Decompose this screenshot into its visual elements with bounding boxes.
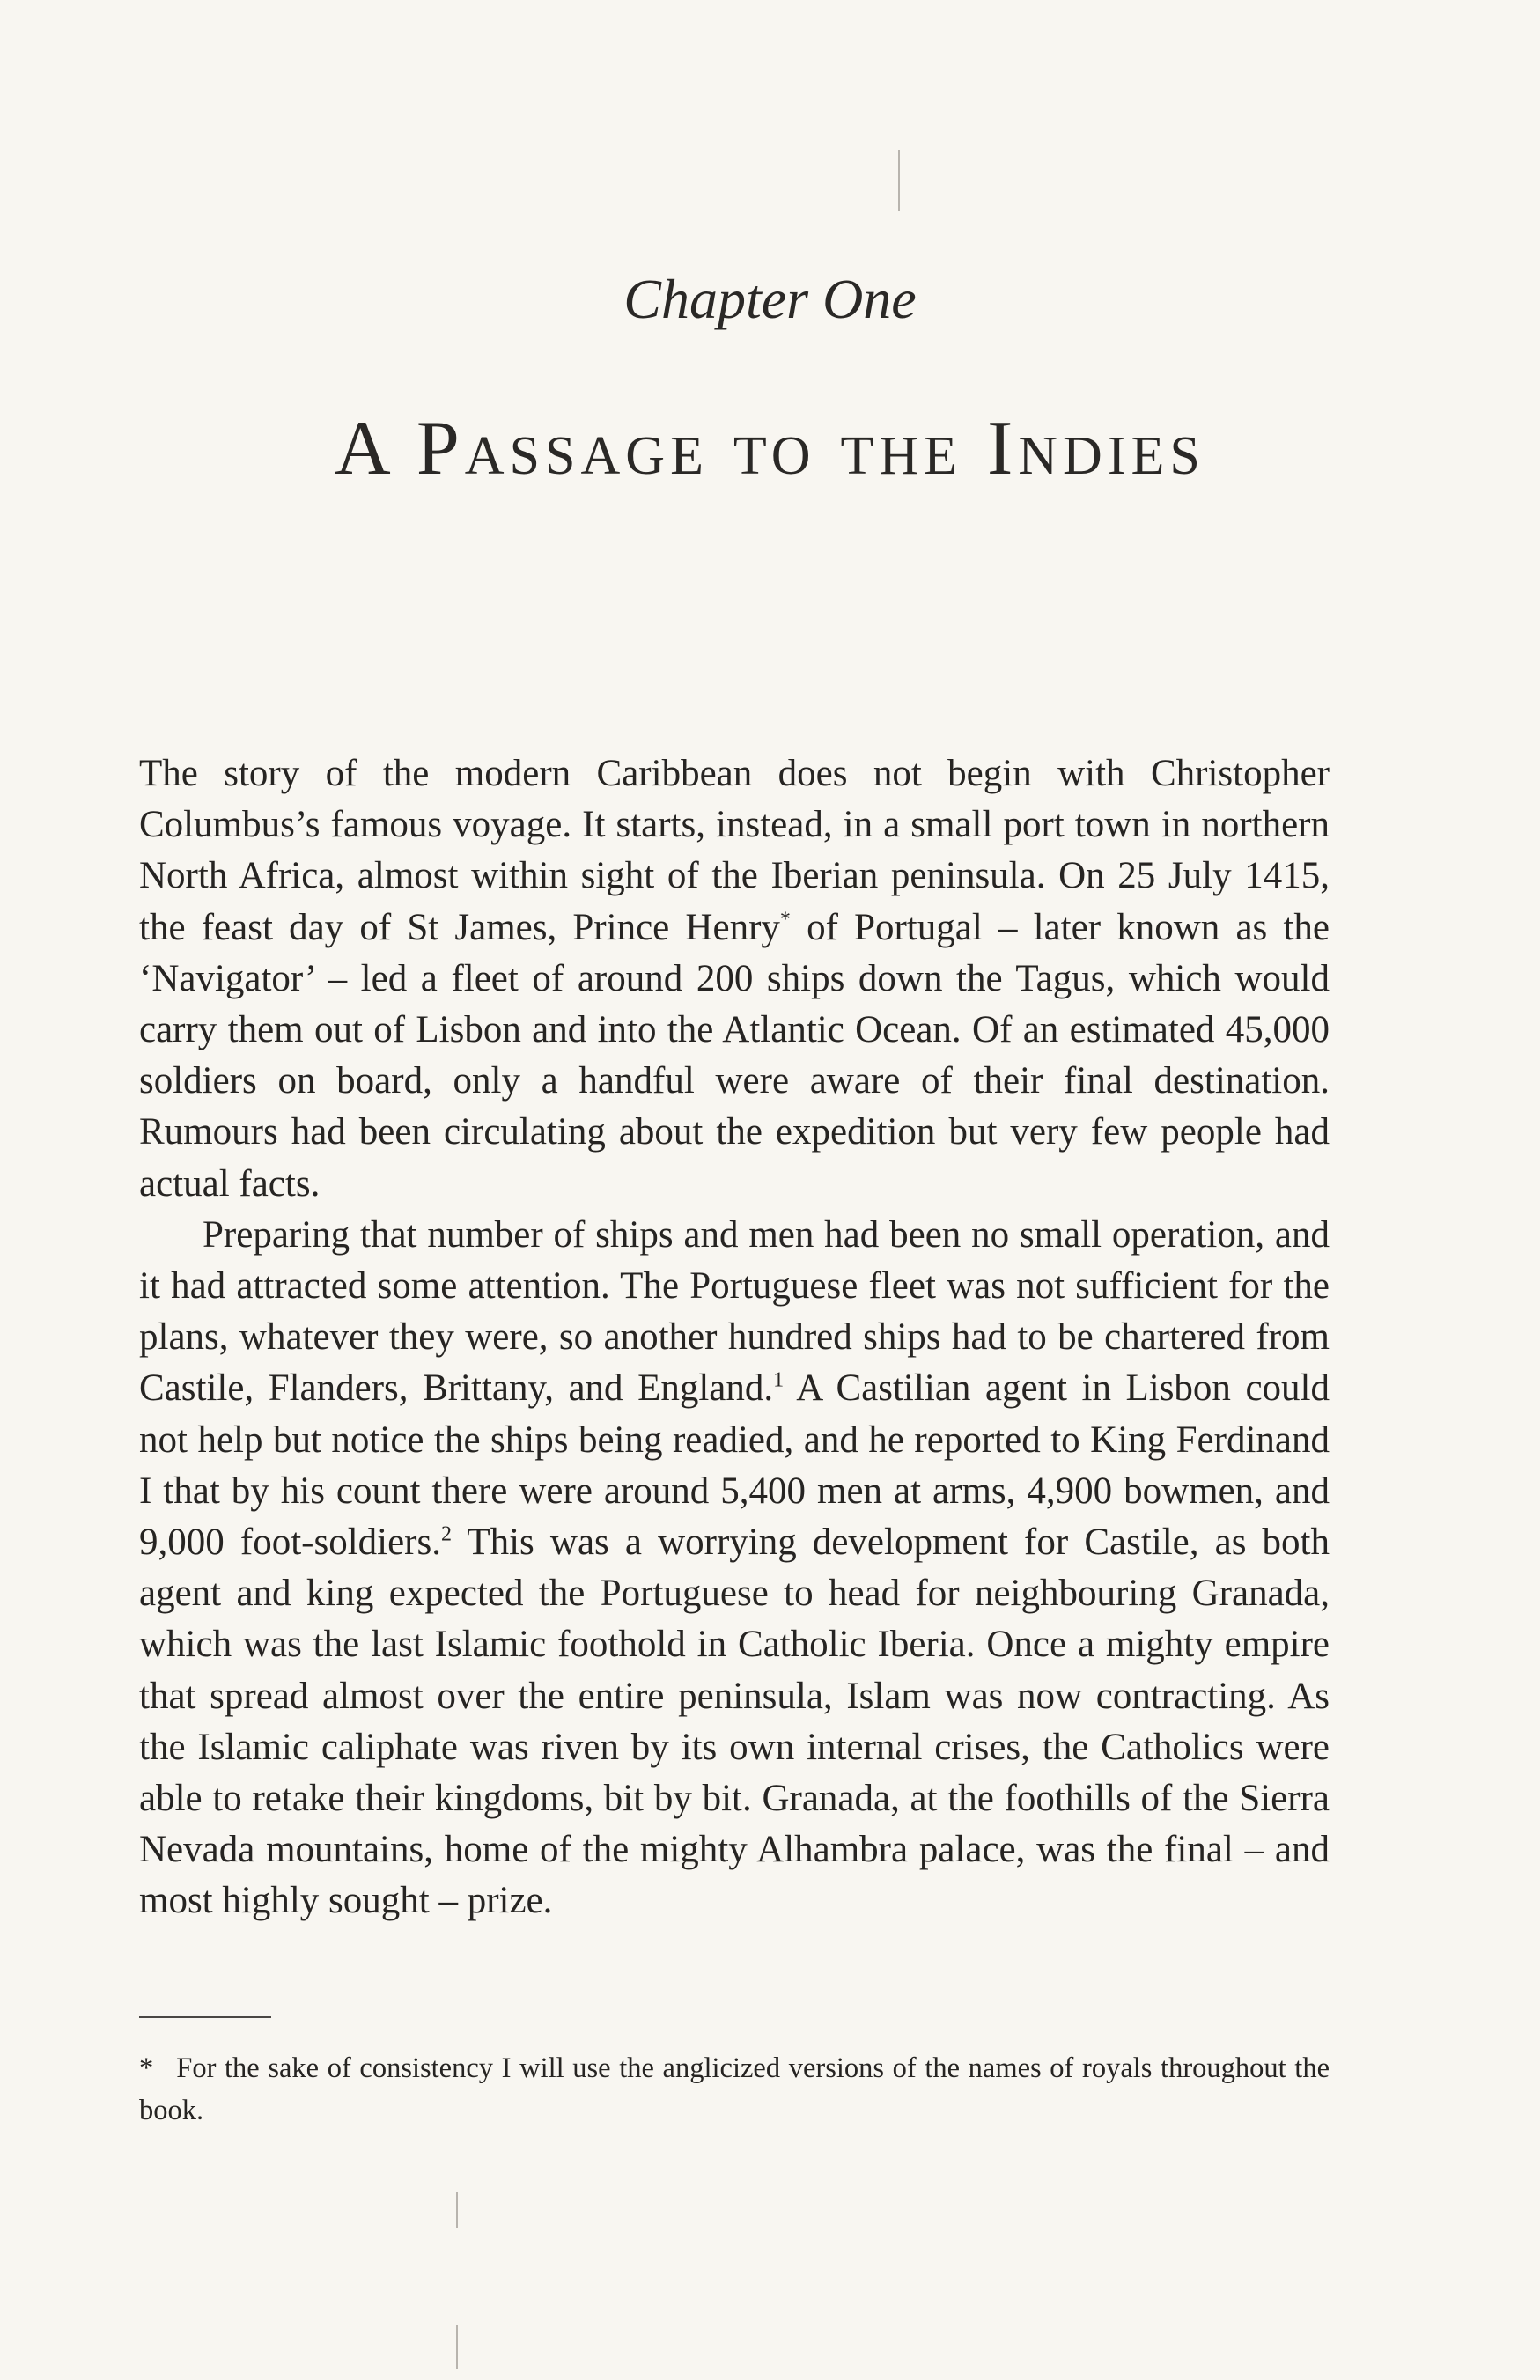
paragraph-text: of Portugal – later known as the ‘Navigator’ – led a fleet of around 200 ships down the Tagus, which would carry them out of Lisbon and into the Atlantic Ocean. Of an estimated 45,000 soldiers on board, only a handful were aware of their final destination. Rumours had been circulating about the expedition but very few people had actual facts. xyxy=(139,906,1330,1205)
paragraph-2 xyxy=(139,1210,1330,1927)
chapter-title: A Passage to the Indies xyxy=(335,406,1205,491)
footnote xyxy=(139,2047,1330,2132)
body-text xyxy=(139,748,1330,1927)
scan-artifact xyxy=(456,2192,458,2228)
scan-artifact xyxy=(898,150,900,211)
paragraph-1 xyxy=(139,748,1330,1210)
scan-artifact xyxy=(456,2325,458,2369)
footnote-mark: * xyxy=(139,2052,154,2084)
chapter-label: Chapter One xyxy=(623,268,917,330)
footnote-divider xyxy=(139,2016,271,2018)
paragraph-text: The story of the modern Caribbean does not begin with Christopher Columbus’s famous voyage. It starts, instead, in a small port town in northern North Africa, almost within sight of the Iberian peninsula. On 25 July 1415, the feast day of St James, Prince Henry xyxy=(139,753,1330,948)
paragraph-text: Preparing that number of ships and men had been no small operation, and it had attracted some attention. The Portuguese fleet was not sufficient for the plans, whatever they were, so another hundred ships had to be chartered from Castile, Flanders, Brittany, and England. xyxy=(139,1213,1330,1410)
footnote-text: For the sake of consistency I will use the anglicized versions of the names of royals throughout the book. xyxy=(139,2052,1330,2126)
footnote-marker: * xyxy=(779,908,791,932)
endnote-marker: 2 xyxy=(440,1522,452,1546)
paragraph-text: This was a worrying development for Castile, as both agent and king expected the Portuguese to head for neighbouring Granada, which was the last Islamic foothold in Catholic Iberia. Once a mighty empire that spread almost over the entire peninsula, Islam was now contracting. As the Islamic caliphate was riven by its own internal crises, the Catholics were able to retake their kingdoms, bit by bit. Granada, at the foothills of the Sierra Nevada mountains, home of the mighty Alhambra palace, was the final – and most highly sought – prize. xyxy=(139,1522,1330,1922)
endnote-marker: 1 xyxy=(773,1369,785,1393)
paragraph-text: A Castilian agent in Lisbon could not help but notice the ships being readied, and he reported to King Ferdinand I that by his count there were around 5,400 men at arms, 4,900 bowmen, and 9,000 foot-soldiers. xyxy=(139,1367,1330,1564)
